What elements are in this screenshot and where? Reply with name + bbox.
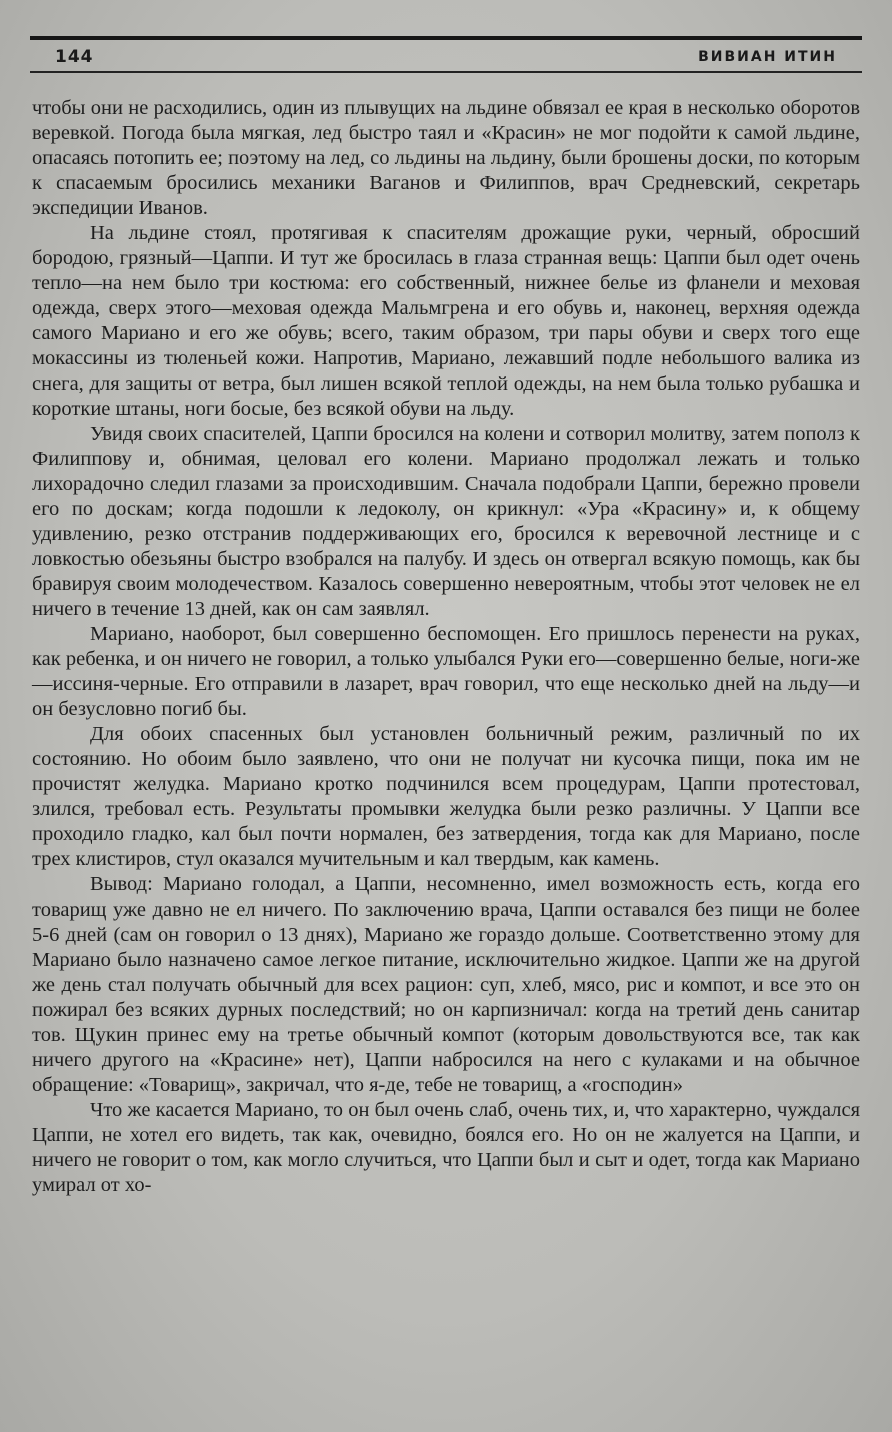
paragraph-1: чтобы они не расходились, один из плывущих на льдине обвязал ее края в несколько оборотов веревкой. Погода была мягкая, лед быстро таял и «Красин» не мог подойти к самой льдине, опасаясь потопить ее; поэтому на лед, со льдины на льдину, были брошены доски, по которым к спасаемым бросились механики Ваганов и Филиппов, врач Средневский, секретарь экспедиции Иванов. — [32, 97, 860, 220]
running-head-author: ВИВИАН ИТИН — [698, 49, 837, 65]
paragraph-2: На льдине стоял, протягивая к спасителям дрожащие руки, черный, обросший бородою, грязный—Цаппи. И тут же бросилась в глаза странная вещь: Цаппи был одет очень тепло—на нем было три костюма: его собственный, нижнее белье из фланели и меховая одежда, сверх этого—меховая одежда Мальмгрена и его обувь и, наконец, верхняя одежда самого Мариано и его же обувь; всего, таким образом, три пары обуви и сверх того еще мокассины из тюленьей кожи. Напротив, Мариано, лежавший подле небольшого валика из снега, для защиты от ветра, был лишен всякой теплой одежды, на нем была только рубашка и короткие штаны, ноги босые, без всякой обуви на льду. — [32, 222, 860, 420]
header-rule-top — [30, 36, 862, 40]
page-number: 144 — [55, 47, 94, 67]
paragraph-7: Что же касается Мариано, то он был очень слаб, очень тих, и, что характерно, чуждался Цаппи, не хотел его видеть, так как, очевидно, боялся его. Но он не жалуется на Цаппи, и ничего не говорит о том, как могло случиться, что Цаппи был и сыт и одет, тогда как Мариано умирал от хо- — [32, 1098, 860, 1197]
body-text — [32, 96, 860, 1198]
paragraph-5: Для обоих спасенных был установлен больничный режим, различный по их состоянию. Но обоим было заявлено, что они не получат ни кусочка пищи, пока им не прочистят желудка. Мариано кротко подчинился всем процедурам, Цаппи протестовал, злился, требовал есть. Результаты промывки желудка были резко различны. У Цаппи все проходило гладко, кал был почти нормален, без затвердения, тогда как для Мариано, после трех клистиров, стул оказался мучительным и кал твердым, как камень. — [32, 723, 860, 871]
paragraph-6: Вывод: Мариано голодал, а Цаппи, несомненно, имел возможность есть, когда его товарищ уже давно не ел ничего. По заключению врача, Цаппи оставался без пищи не более 5-6 дней (сам он говорил о 13 днях), Мариано же гораздо дольше. Соответственно этому для Мариано было назначено самое легкое питание, исключительно жидкое. Цаппи же на другой же день стал получать обычный для всех рацион: суп, хлеб, мясо, рис и компот, и все это он пожирал без всяких дурных последствий; но он карпизничал: когда на третий день санитар тов. Щукин принес ему на третье обычный компот (которым довольствуются все, так как ничего другого на «Красине» нет), Цаппи набросился на него с кулаками и на обычное обращение: «Товарищ», закричал, что я-де, тебе не товарищ, а «господин» — [32, 873, 860, 1096]
paragraph-4: Мариано, наоборот, был совершенно беспомощен. Его пришлось перенести на руках, как ребенка, и он ничего не говорил, а только улыбался Руки его—совершенно белые, ноги-же—иссиня-черные. Его отправили в лазарет, врач говорил, что еще несколько дней на льду—и он безусловно погиб бы. — [32, 622, 860, 721]
page-header — [55, 46, 837, 68]
header-rule-bottom — [30, 71, 862, 73]
paragraph-3: Увидя своих спасителей, Цаппи бросился на колени и сотворил молитву, затем пополз к Филиппову и, обнимая, целовал его колени. Мариано продолжал лежать и только лихорадочно следил глазами за происходившим. Сначала подобрали Цаппи, бережно провели его по доскам; когда подошли к ледоколу, он крикнул: «Ура «Красину» и, к общему удивлению, резко отстранив поддерживающих его, бросился к веревочной лестнице и с ловкостью обезьяны быстро взобрался на палубу. И здесь он отвергал всякую помощь, как бы бравируя своим молодечеством. Казалось совершенно невероятным, чтобы этот человек не ел ничего в течение 13 дней, как он сам заявлял. — [32, 422, 860, 620]
